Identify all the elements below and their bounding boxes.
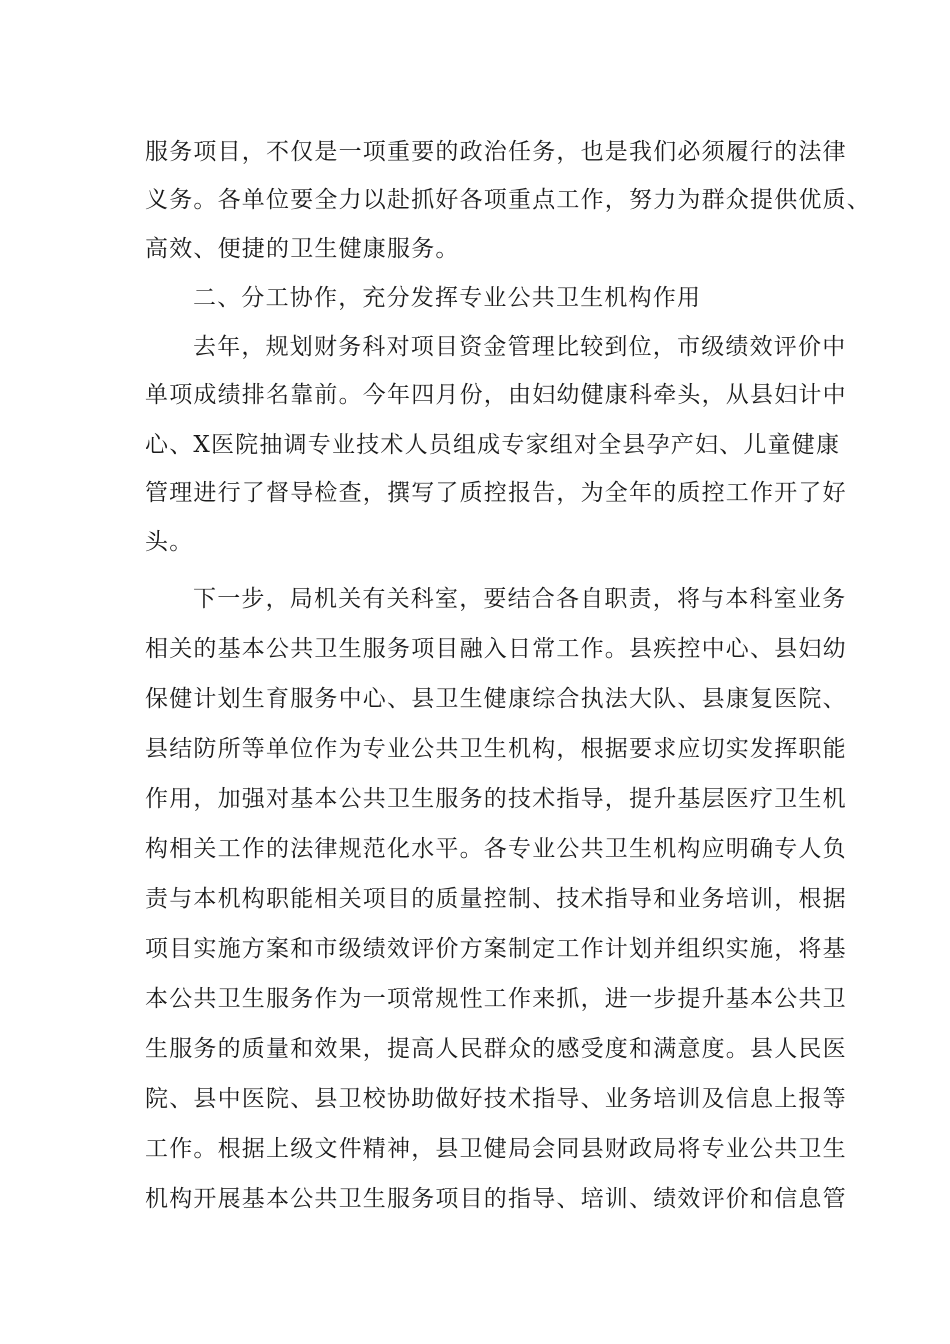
text-line: 构相关工作的法律规范化水平。各专业公共卫生机构应明确专人负 (145, 836, 847, 862)
text-line: 作用，加强对基本公共卫生服务的技术指导，提升基层医疗卫生机 (145, 786, 847, 812)
text-line: 相关的基本公共卫生服务项目融入日常工作。县疾控中心、县妇幼 (145, 636, 847, 662)
text-line: 县结防所等单位作为专业公共卫生机构，根据要求应切实发挥职能 (145, 736, 847, 762)
text-line: 单项成绩排名靠前。今年四月份，由妇幼健康科牵头，从县妇计中 (145, 382, 847, 408)
text-line: 机构开展基本公共卫生服务项目的指导、培训、绩效评价和信息管 (145, 1186, 847, 1212)
text-line: 院、县中医院、县卫校协助做好技术指导、业务培训及信息上报等 (145, 1086, 847, 1112)
text-line: 下一步，局机关有关科室，要结合各自职责，将与本科室业务 (193, 586, 847, 612)
text-line: 生服务的质量和效果，提高人民群众的感受度和满意度。县人民医 (145, 1036, 847, 1062)
text-line: 保健计划生育服务中心、县卫生健康综合执法大队、县康复医院、 (145, 686, 847, 712)
text-line: 工作。根据上级文件精神，县卫健局会同县财政局将专业公共卫生 (145, 1136, 847, 1162)
text-line: 去年，规划财务科对项目资金管理比较到位，市级绩效评价中 (193, 334, 847, 360)
text-line: 义务。各单位要全力以赴抓好各项重点工作，努力为群众提供优质、 (145, 187, 871, 213)
text-line: 头。 (145, 529, 194, 555)
section-heading: 二、分工协作，充分发挥专业公共卫生机构作用 (193, 285, 702, 311)
text-line: 管理进行了督导检查，撰写了质控报告，为全年的质控工作开了好 (145, 480, 847, 506)
text-line: 项目实施方案和市级绩效评价方案制定工作计划并组织实施，将基 (145, 936, 847, 962)
text-line: 责与本机构职能相关项目的质量控制、技术指导和业务培训，根据 (145, 886, 847, 912)
text-line: 心、X医院抽调专业技术人员组成专家组对全县孕产妇、儿童健康 (145, 432, 841, 458)
text-line: 服务项目，不仅是一项重要的政治任务，也是我们必须履行的法律 (145, 139, 847, 165)
text-line: 本公共卫生服务作为一项常规性工作来抓，进一步提升基本公共卫 (145, 986, 847, 1012)
text-line: 高效、便捷的卫生健康服务。 (145, 236, 460, 262)
